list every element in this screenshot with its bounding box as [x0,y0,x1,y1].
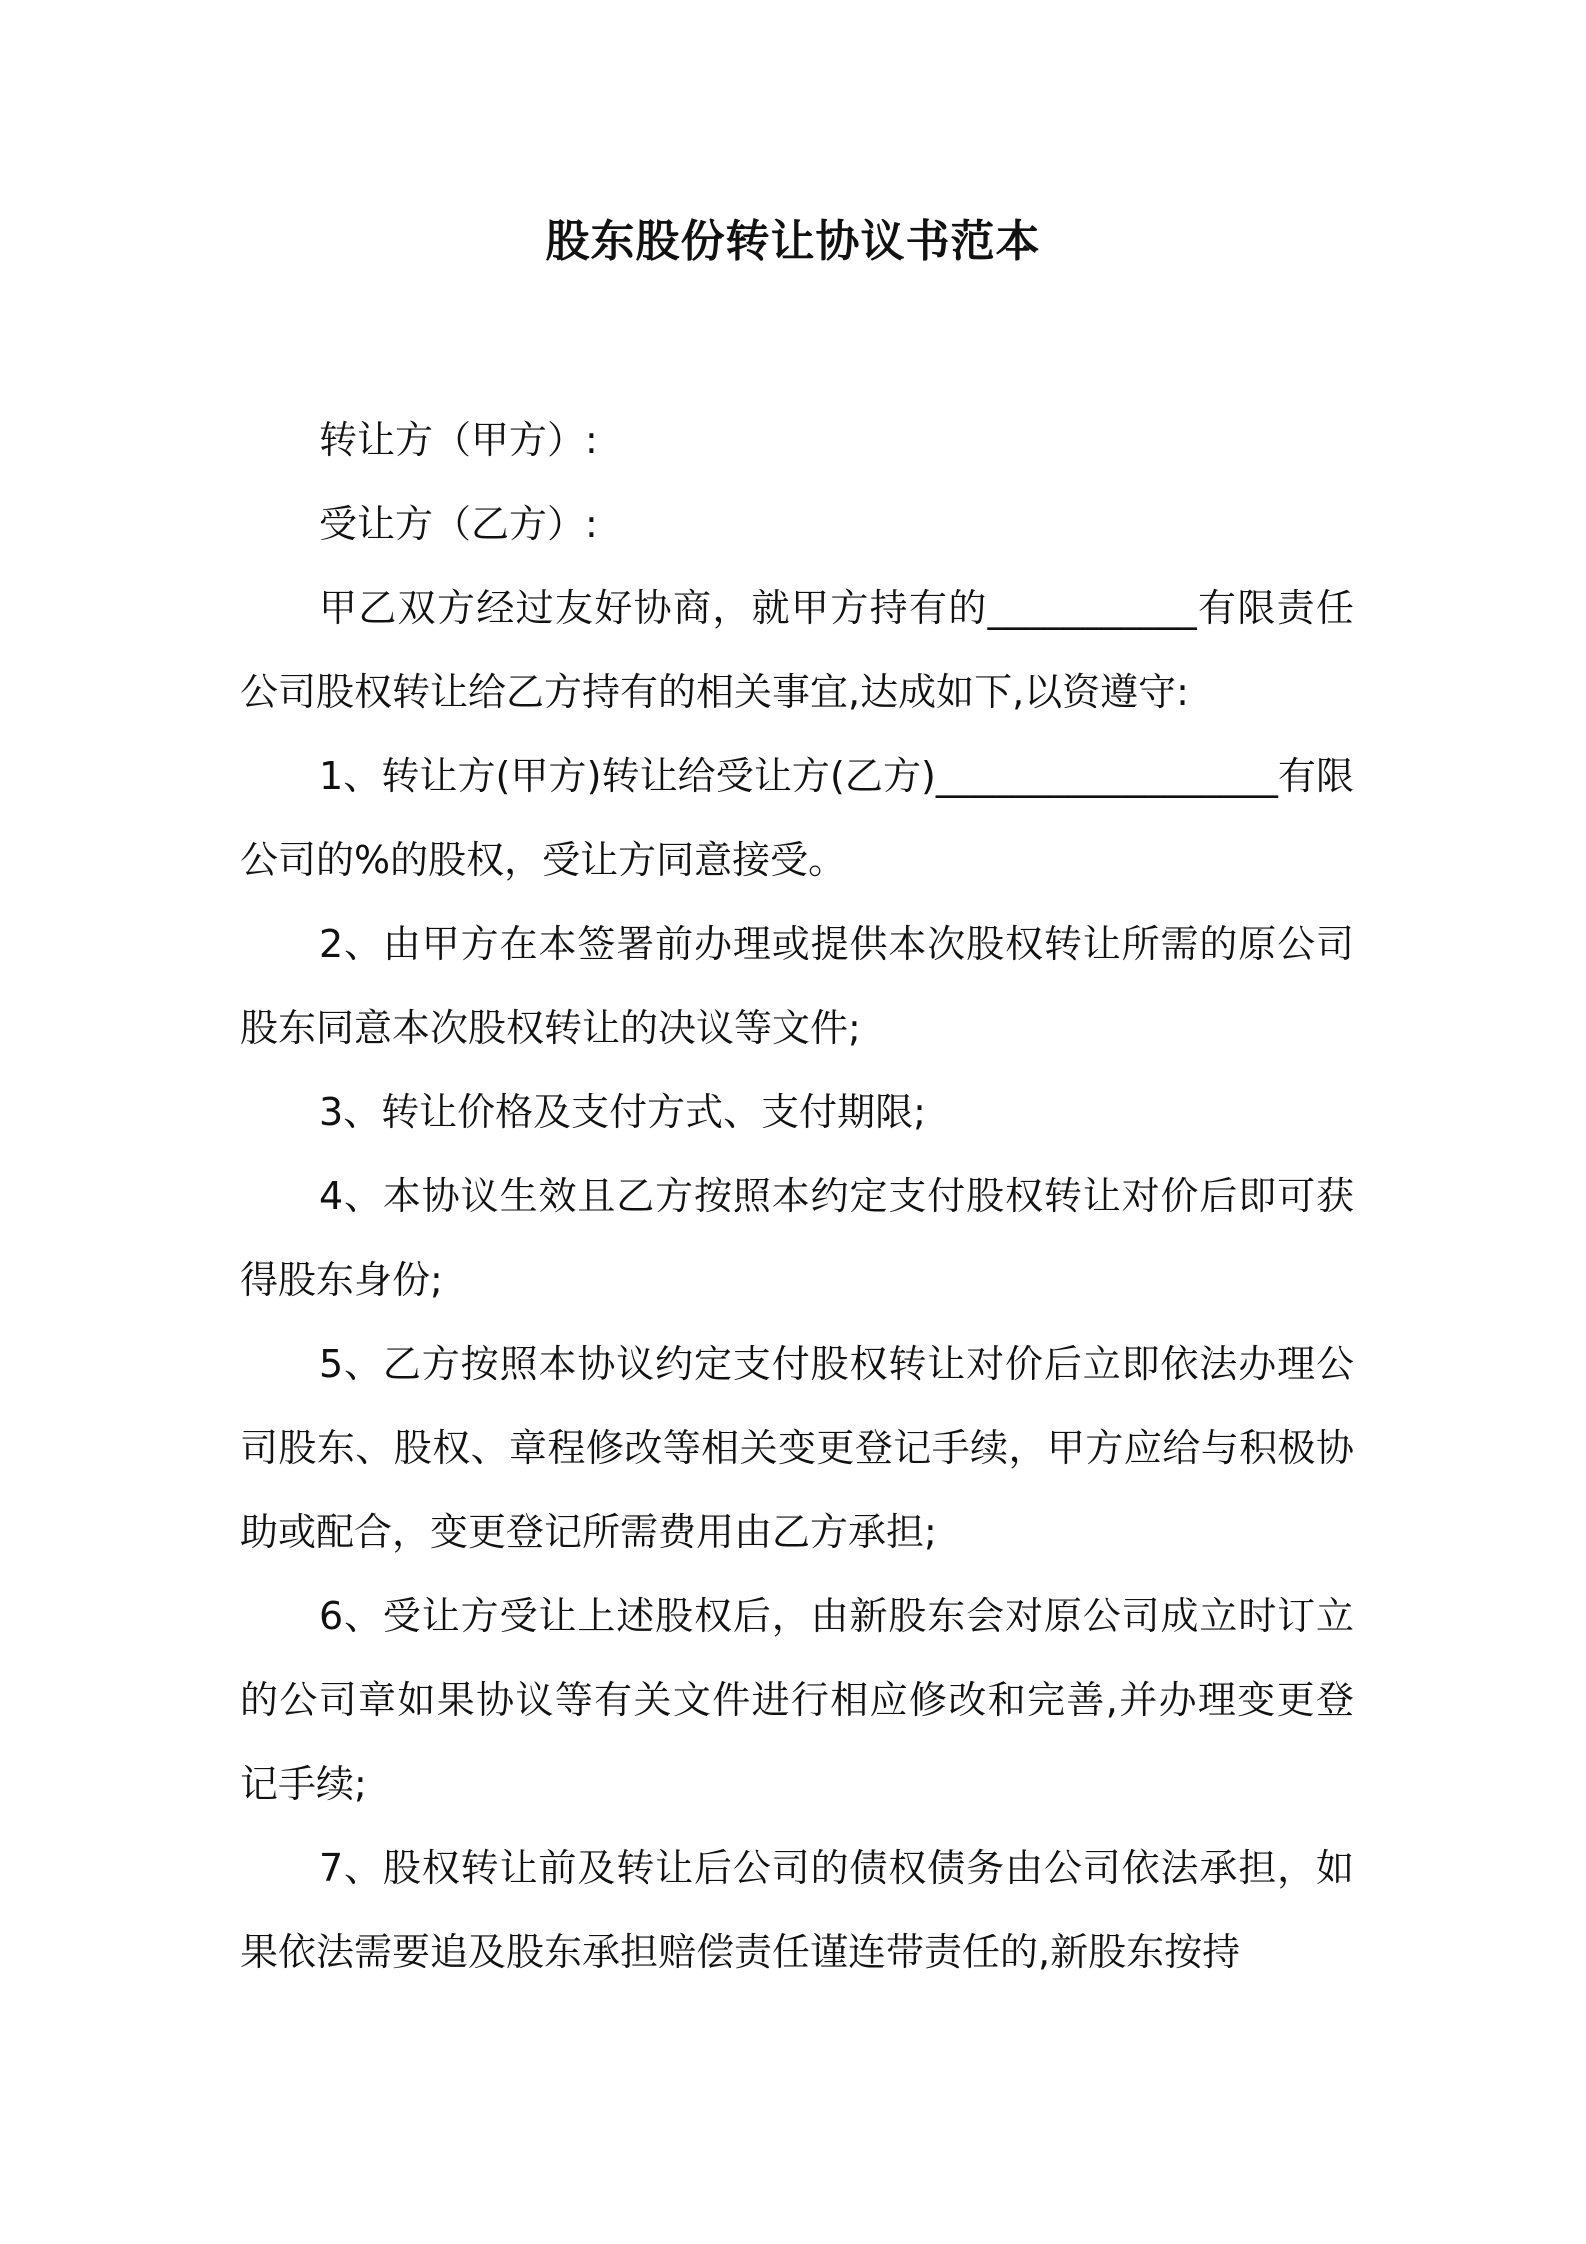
clause-6: 6、受让方受让上述股权后，由新股东会对原公司成立时订立的公司章如果协议等有关文件进行相应修改和完善,并办理变更登记手续; [240,1594,1354,1806]
clause-7: 7、股权转让前及转让后公司的债权债务由公司依法承担，如果依法需要追及股东承担赔偿责任谨连带责任的,新股东按持 [240,1846,1354,1974]
clause-2: 2、由甲方在本签署前办理或提供本次股权转让所需的原公司股东同意本次股权转让的决议等文件; [240,922,1354,1050]
document-title: 股东股份转让协议书范本 [545,216,1041,267]
clause-1: 1、转让方(甲方)转让给受让方(乙方)__________________有限公司的%的股权，受让方同意接受。 [240,754,1354,882]
clause-4: 4、本协议生效且乙方按照本约定支付股权转让对价后即可获得股东身份; [240,1174,1354,1302]
transferee-line: 受让方（乙方）: [319,502,598,546]
transferor-line: 转让方（甲方）: [319,418,598,462]
preamble-paragraph: 甲乙双方经过友好协商，就甲方持有的___________有限责任公司股权转让给乙方持有的相关事宜,达成如下,以资遵守: [240,586,1354,714]
clause-3: 3、转让价格及支付方式、支付期限; [319,1090,926,1134]
document-body [240,398,1354,1994]
clause-5: 5、乙方按照本协议约定支付股权转让对价后立即依法办理公司股东、股权、章程修改等相关变更登记手续，甲方应给与积极协助或配合，变更登记所需费用由乙方承担; [240,1342,1354,1554]
